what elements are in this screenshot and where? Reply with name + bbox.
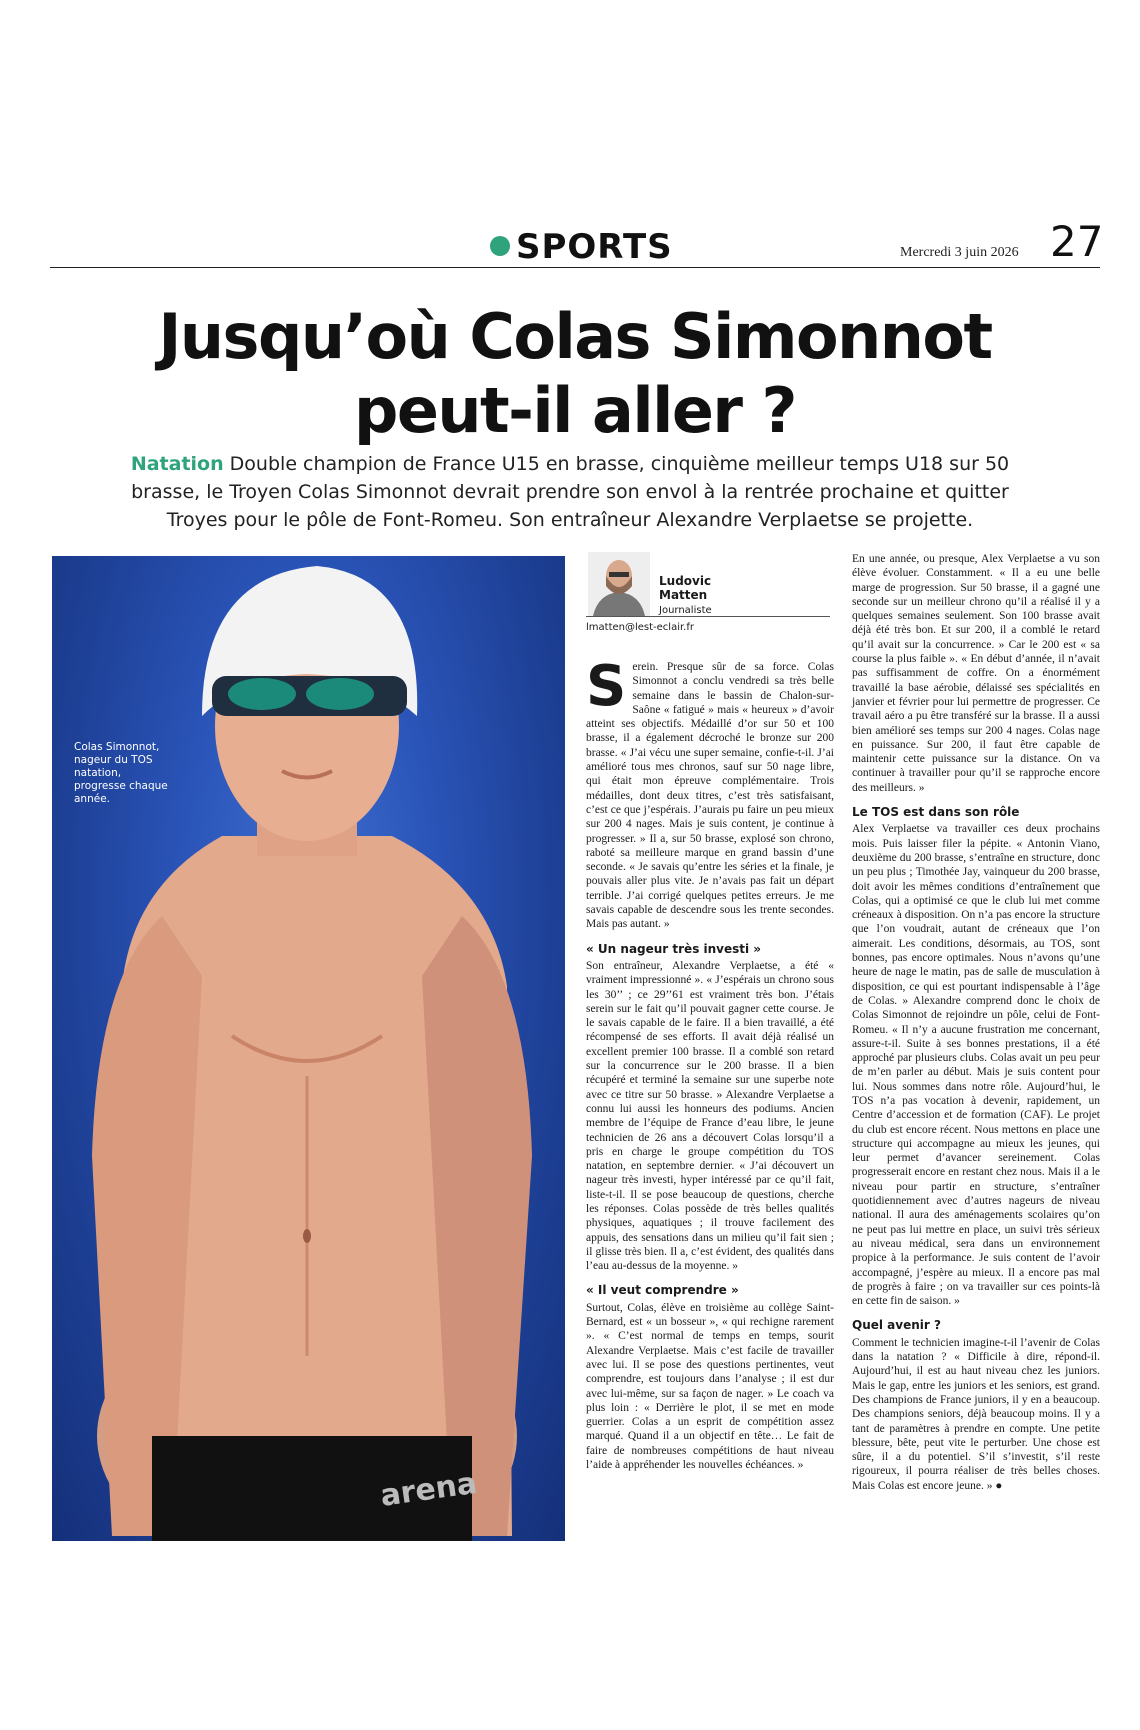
page-header [50, 215, 1104, 268]
paragraph-5: Alex Verplaetse va travailler ces deux prochains mois. Puis laisser filer la pépite. « Antonin Viano, deuxième du 200 brasse, s’entraîne en structure, donc un peu plus ; Timothée Jay, vainqueur du 200 brasse, doit avoir les mêmes conditions d’entraînement que Colas, qui a optimisé ce que le club lui met comme créneaux à disposition. On n’a pas encore la structure que l’on voudrait, autant de créneaux que l’on aimerait. Les conditions, désormais, au TOS, sont bonnes, pas encore optimales. Nous n’avons qu’une heure de nage le matin, pas de salle de musculation à disposition, ce qui est pourtant indispensable à l’âge de Colas. » Alexandre comprend donc le choix de Colas Simonnot de rejoindre un pôle, celui de Font-Romeu. « Il n’y a aucune frustration me concernant, assure-t-il. Suite à ses bonnes prestations, il a été approché par plusieurs clubs. Colas avait un peu peur de m’en parler au début. Mais je suis content pour lui. Nous sommes dans notre rôle. Aujourd’hui, le TOS n’a pas vocation à devenir, rapidement, un Centre d’accession et de formation (CAF). Le projet du club est encore récent. Nous mettons en place une structure qui accompagne au mieux les jeunes, qui leur permet d’avancer sereinement. Colas progresserait encore en restant chez nous. Mais il a le niveau pour partir en structure, s’entraîner quotidiennement avec d’autres nageurs de niveau national. Il aura des aménagements scolaires qu’on ne peut pas lui mettre en place, un suivi très sérieux au niveau médical, sera dans un environnement propice à la performance. Je suis content de l’avoir accompagné, j’espère au mieux. Il a encore pas mal de progrès à faire ; on va travailler sur ces points-là en cette fin de saison. » [852, 823, 1100, 1308]
headline-line-1: Jusqu’où Colas Simonnot [158, 300, 992, 373]
headline-line-2: peut-il aller ? [353, 374, 797, 447]
page-number: 27 [1050, 217, 1104, 266]
paragraph-6: Comment le technicien imagine-t-il l’avenir de Colas dans la natation ? « Difficile à dire, répond-il. Aujourd’hui, il est au haut niveau chez les juniors. Mais le gap, entre les juniors et les seniors, est grand. Des champions de France juniors, il y en a beaucoup. Des champions seniors, déjà beaucoup moins. Il y a tant de paramètres à prendre en compte. Une petite blessure, bête, peut vite le perturber. Une chose est sûre, il a du potentiel. S’il s’investit, s’il reste rigoureux, il pourra réaliser de très belles choses. Mais Colas est encore jeune. » ● [852, 1336, 1100, 1492]
author-email: lmatten@lest-eclair.fr [586, 622, 694, 633]
subheading-1: « Un nageur très investi » [586, 941, 762, 956]
kicker: Natation [130, 453, 224, 475]
swimmer-illustration [52, 556, 565, 1541]
subheading-4: Quel avenir ? [852, 1318, 941, 1333]
paragraph-1: Serein. Presque sûr de sa force. Colas Simonnot a conclu vendredi sa très belle semaine dans le bassin de Chalon-sur-Saône « fatigué » mais « heureux » d’avoir atteint ses objectifs. Médaillé d’or sur 50 et 100 brasse, il a également décroché le bronze sur 200 brasse. « J’ai vécu une super semaine, confie-t-il. J’ai amélioré tous mes chronos, sauf sur 50 nage libre, qui était mon épreuve complémentaire. Trois médailles, dont deux titres, c’est très satisfaisant, c’est ce que j’espérais. J’aurais pu faire un peu mieux sur 200 4 nages. Mais je suis content, je continue à progresser. » Il a, sur 50 brasse, explosé son chrono, raboté sa meilleure marque en grand bassin d’une seconde. « Je savais qu’entre les séries et la finale, je pouvais aller plus vite. Je n’avais pas fait un départ terrible. J’ai corrigé quelques petites erreurs. Je me savais capable de descendre sous les trente secondes. Mais pas autant. » [586, 654, 834, 931]
author-avatar [588, 552, 650, 616]
subheading-3: Le TOS est dans son rôle [852, 805, 1020, 820]
issue-date: Mercredi 3 juin 2026 [900, 245, 1019, 260]
paragraph-2: Son entraîneur, Alexandre Verplaetse, a été « vraiment impressionné ». « J’espérais un chrono sous les 30’’ ; ce 29’’61 est vraiment très bon. J’étais serein sur le fait qu’il pouvait gagner cette course. Je le savais capable de le faire. Il a bien travaillé, a été récompensé de ses efforts. Il avait déjà réalisé un excellent premier 100 brasse. Il a comblé son retard sur la concurrence sur le 200 brasse. Il a bien récupéré et terminé la semaine sur une superbe note avec ce titre sur 50 brasse. » Alexandre Verplaetse a connu lui aussi les honneurs des podiums. Ancien membre de l’équipe de France d’eau libre, le jeune technicien de 26 ans a découvert Colas lorsqu’il a pris en charge le groupe compétition du TOS natation, en septembre dernier. « J’ai découvert un nageur très investi, hyper intéressé par ce qu’il fait, liste-t-il. Il se pose beaucoup de questions, cherche les réponses. Colas possède de très belles qualités physiques, aquatiques ; il trouve facilement des appuis, des sensations dans un milieu qu’il fait sien ; il glisse très bien. Il a, c’est évident, des qualités dans l’eau au-dessus de la moyenne. » [586, 959, 834, 1273]
swimmer-photo [52, 556, 565, 1541]
column-3 [852, 552, 1100, 1498]
author-name: Ludovic Matten [659, 574, 712, 602]
paragraph-4: En une année, ou presque, Alex Verplaetse a vu son élève évoluer. Constamment. « Il a eu une belle marge de progression. Sur 50 brasse, il a gagné une seconde sur un meilleur chrono qu’il a réalisé il y a quelques semaines seulement. Son 100 brasse avait déjà été très bon. Et sur 200, il a comblé le retard qu’il avait sur la concurrence. » Car le 200 est « sa course la plus faible ». « En début d’année, il n’avait pas suffisamment de coffre. On a énormément travaillé la base aérobie, délaissé ses spécialités en janvier et février pour lui permettre de progresser. Ce travail aéro a pu être transféré sur la brasse. Il a aussi bien amélioré ses temps sur 200 4 nages. Colas nage en puissance. Sur 200, il faut être capable de maintenir cette puissance sur la distance. On va continuer à travailler pour qu’il se rapproche encore des meilleurs. » [852, 553, 1100, 794]
subheading-2: « Il veut comprendre » [586, 1283, 739, 1298]
author-role: Journaliste [659, 605, 712, 616]
section-label [490, 227, 673, 267]
lede [110, 450, 1030, 534]
headline [80, 300, 1070, 448]
lede-text: Double champion de France U15 en brasse, cinquième meilleur temps U18 sur 50 brasse, le Troyen Colas Simonnot devrait prendre son envol à la rentrée prochaine et quitter Troyes pour le pôle de Font-Romeu. Son entraîneur Alexandre Verplaetse se projette. [131, 453, 1010, 531]
cap-brand-logo: arena [378, 1465, 480, 1514]
photo-caption: Colas Simonnot, nageur du TOS natation, progresse chaque année. [74, 741, 168, 805]
paragraph-3: Surtout, Colas, élève en troisième au collège Saint-Bernard, est « un bosseur », « qui rechigne rarement ». « C’est normal de temps en temps, sourit Alexandre Verplaetse. Mais c’est facile de travailler avec lui. Il se pose des questions pertinentes, veut comprendre, est toujours dans l’analyse ; il est dur avec lui-même, sur sa façon de nager. » Le coach va plus loin : « Derrière le plot, il se met en mode guerrier. Colas a un esprit de compétition assez marqué. Quand il a un objectif en tête… Le fait de faire de nombreuses compétitions de haut niveau l’aide à appréhender les nouvelles échéances. » [586, 1301, 834, 1472]
drop-cap: S [586, 654, 627, 719]
section-dot-icon [490, 236, 510, 256]
column-2 [586, 654, 834, 1477]
author-box [586, 552, 830, 617]
section-name: SPORTS [516, 227, 673, 267]
